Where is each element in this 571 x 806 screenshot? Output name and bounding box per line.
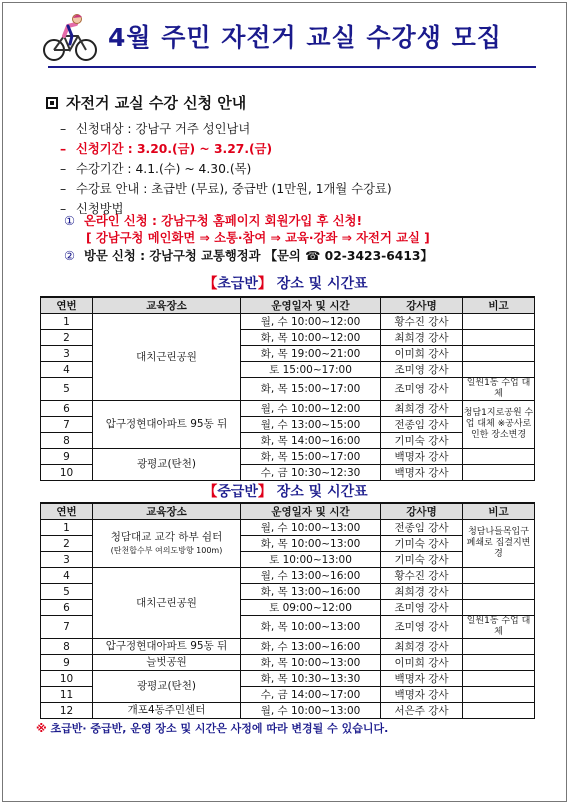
location-cell (93, 520, 241, 568)
intermediate-label: 중급반 (217, 484, 258, 500)
instructor-cell: 최희경 강사 (381, 584, 463, 600)
note-cell (463, 703, 535, 719)
note-cell (463, 671, 535, 687)
instructor-cell: 백명자 강사 (381, 687, 463, 703)
col-header-no: 연번 (41, 503, 93, 520)
instructor-cell: 조미영 강사 (381, 362, 463, 378)
instructor-cell: 기미숙 강사 (381, 552, 463, 568)
info-period-text: 신청기간 : 3.20.(금) ~ 3.27.(금) (76, 142, 273, 156)
instructor-cell: 전종임 강사 (381, 520, 463, 536)
beginner-table (40, 296, 535, 481)
instructor-cell: 조미영 강사 (381, 600, 463, 616)
note-cell (463, 600, 535, 616)
visit-application-text: 방문 신청 : 강남구청 교통행정과 【문의 ☎ 02-3423-6413】 (84, 249, 433, 263)
header (48, 10, 548, 62)
title-underline (48, 66, 536, 68)
info-method: – 신청방법 (60, 202, 124, 216)
instructor-cell: 백명자 강사 (381, 465, 463, 481)
info-course-period: – 수강기간 : 4.1.(수) ~ 4.30.(목) (60, 162, 252, 176)
row-number: 11 (41, 687, 93, 703)
table-row (41, 655, 535, 671)
instructor-cell: 황수진 강사 (381, 568, 463, 584)
instructor-cell: 조미영 강사 (381, 616, 463, 639)
note-cell (463, 639, 535, 655)
table-row (41, 401, 535, 417)
note-cell (463, 362, 535, 378)
location-cell: 압구정현대아파트 95동 뒤 (93, 401, 241, 449)
beginner-table-title (0, 273, 571, 293)
note-cell: 일원1동 수업 대체 (463, 616, 535, 639)
row-number: 4 (41, 362, 93, 378)
row-number: 2 (41, 330, 93, 346)
bracket-open: 【 (203, 276, 218, 292)
instructor-cell: 최희경 강사 (381, 639, 463, 655)
note-cell (463, 687, 535, 703)
bracket-open: 【 (203, 484, 218, 500)
info-fee-text: 수강료 안내 : 초급반 (무료), 중급반 (1만원, 1개월 수강료) (76, 182, 392, 196)
col-header-location: 교육장소 (93, 297, 241, 314)
col-header-instructor: 강사명 (381, 297, 463, 314)
location-cell: 늘벗공원 (93, 655, 241, 671)
row-number: 10 (41, 465, 93, 481)
col-header-schedule: 운영일자 및 시간 (241, 503, 381, 520)
location-cell: 압구정현대아파트 95동 뒤 (93, 639, 241, 655)
footer-note-text: 초급반· 중급반, 운영 장소 및 시간은 사정에 따라 변경될 수 있습니다. (50, 722, 389, 735)
beginner-label: 초급반 (217, 276, 258, 292)
info-fee: – 수강료 안내 : 초급반 (무료), 중급반 (1만원, 1개월 수강료) (60, 182, 392, 196)
schedule-cell: 월, 수 10:00~12:00 (241, 401, 381, 417)
instructor-cell: 백명자 강사 (381, 671, 463, 687)
asterisk-icon: ※ (36, 722, 47, 735)
row-number: 12 (41, 703, 93, 719)
schedule-cell: 화, 목 19:00~21:00 (241, 346, 381, 362)
schedule-cell: 월, 수 10:00~12:00 (241, 314, 381, 330)
info-method-text: 신청방법 (76, 202, 124, 216)
row-number: 1 (41, 314, 93, 330)
online-application (64, 211, 362, 229)
instructor-cell: 전종임 강사 (381, 417, 463, 433)
row-number: 8 (41, 433, 93, 449)
info-target-text: 신청대상 : 강남구 거주 성인남녀 (76, 122, 251, 136)
schedule-cell: 화, 목 10:00~13:00 (241, 536, 381, 552)
row-number: 8 (41, 639, 93, 655)
schedule-cell: 화, 목 10:00~13:00 (241, 616, 381, 639)
note-cell: 청담나들목입구 폐쇄로 집결지변경 (463, 520, 535, 568)
instructor-cell: 기미숙 강사 (381, 433, 463, 449)
note-cell (463, 465, 535, 481)
col-header-no: 연번 (41, 297, 93, 314)
schedule-cell: 월, 수 13:00~15:00 (241, 417, 381, 433)
schedule-cell: 월, 수 10:00~13:00 (241, 703, 381, 719)
col-header-schedule: 운영일자 및 시간 (241, 297, 381, 314)
note-cell (463, 346, 535, 362)
page-title: 4월 주민 자전거 교실 수강생 모집 (108, 23, 502, 52)
location-cell: 대치근린공원 (93, 568, 241, 639)
row-number: 9 (41, 449, 93, 465)
schedule-cell: 수, 금 14:00~17:00 (241, 687, 381, 703)
schedule-cell: 화, 목 10:00~12:00 (241, 330, 381, 346)
row-number: 7 (41, 616, 93, 639)
row-number: 10 (41, 671, 93, 687)
note-cell (463, 314, 535, 330)
location-cell: 광평교(탄천) (93, 671, 241, 703)
bracket-close: 】 (257, 276, 272, 292)
info-course-period-text: 수강기간 : 4.1.(수) ~ 4.30.(목) (76, 162, 252, 176)
online-application-text: 온라인 신청 : 강남구청 홈페이지 회원가입 후 신청! (84, 214, 363, 228)
bracket-close: 】 (257, 484, 272, 500)
note-cell (463, 568, 535, 584)
location-cell: 광평교(탄천) (93, 449, 241, 481)
table-row (41, 314, 535, 330)
note-cell (463, 330, 535, 346)
schedule-cell: 화, 목 15:00~17:00 (241, 378, 381, 401)
schedule-cell: 토 10:00~13:00 (241, 552, 381, 568)
section-heading (46, 92, 246, 113)
beginner-title-rest: 장소 및 시간표 (271, 276, 368, 292)
row-number: 3 (41, 346, 93, 362)
note-cell: 일원1동 수업 대체 (463, 378, 535, 401)
row-number: 6 (41, 600, 93, 616)
info-target: – 신청대상 : 강남구 거주 성인남녀 (60, 122, 251, 136)
schedule-cell: 수, 금 10:30~12:30 (241, 465, 381, 481)
schedule-cell: 토 09:00~12:00 (241, 600, 381, 616)
schedule-cell: 화, 수 13:00~16:00 (241, 639, 381, 655)
col-header-location: 교육장소 (93, 503, 241, 520)
cyclist-icon (40, 12, 100, 64)
row-number: 4 (41, 568, 93, 584)
row-number: 7 (41, 417, 93, 433)
table-row (41, 449, 535, 465)
table-row (41, 671, 535, 687)
instructor-cell: 기미숙 강사 (381, 536, 463, 552)
number-1-icon: ① (64, 214, 76, 228)
schedule-cell: 화, 목 14:00~16:00 (241, 433, 381, 449)
location-name: 청담대교 교각 하부 쉼터 (110, 530, 223, 543)
instructor-cell: 백명자 강사 (381, 449, 463, 465)
row-number: 1 (41, 520, 93, 536)
row-number: 9 (41, 655, 93, 671)
instructor-cell: 최희경 강사 (381, 401, 463, 417)
schedule-cell: 화, 목 13:00~16:00 (241, 584, 381, 600)
instructor-cell: 조미영 강사 (381, 378, 463, 401)
row-number: 3 (41, 552, 93, 568)
visit-application (64, 246, 433, 264)
row-number: 2 (41, 536, 93, 552)
intermediate-table (40, 502, 535, 719)
note-cell (463, 449, 535, 465)
row-number: 6 (41, 401, 93, 417)
col-header-note: 비고 (463, 503, 535, 520)
col-header-note: 비고 (463, 297, 535, 314)
instructor-cell: 서은주 강사 (381, 703, 463, 719)
note-cell (463, 655, 535, 671)
info-period: – 신청기간 : 3.20.(금) ~ 3.27.(금) (60, 142, 273, 156)
section-heading-text: 자전거 교실 수강 신청 안내 (66, 94, 247, 112)
row-number: 5 (41, 378, 93, 401)
number-2-icon: ② (64, 249, 76, 263)
schedule-cell: 월, 수 13:00~16:00 (241, 568, 381, 584)
schedule-cell: 화, 목 15:00~17:00 (241, 449, 381, 465)
table-row (41, 568, 535, 584)
instructor-cell: 이미희 강사 (381, 346, 463, 362)
note-cell: 청담1지로공원 수업 대체 ※공사로 인한 장소변경 (463, 401, 535, 449)
note-cell (463, 584, 535, 600)
schedule-cell: 화, 목 10:00~13:00 (241, 655, 381, 671)
instructor-cell: 최희경 강사 (381, 330, 463, 346)
location-cell: 개포4동주민센터 (93, 703, 241, 719)
col-header-instructor: 강사명 (381, 503, 463, 520)
footer-note (36, 720, 388, 736)
online-path: [ 강남구청 메인화면 ⇒ 소통·참여 ⇒ 교육·강좌 ⇒ 자전거 교실 ] (86, 231, 430, 245)
schedule-cell: 토 15:00~17:00 (241, 362, 381, 378)
row-number: 5 (41, 584, 93, 600)
location-cell: 대치근린공원 (93, 314, 241, 401)
schedule-cell: 화, 목 10:30~13:30 (241, 671, 381, 687)
schedule-cell: 월, 수 10:00~13:00 (241, 520, 381, 536)
instructor-cell: 황수진 강사 (381, 314, 463, 330)
checkbox-square-icon (46, 97, 58, 109)
table-row (41, 639, 535, 655)
intermediate-table-title (0, 481, 571, 501)
instructor-cell: 이미희 강사 (381, 655, 463, 671)
location-detail: (탄천합수부 여의도방향 100m) (110, 545, 223, 555)
table-row (41, 520, 535, 536)
intermediate-title-rest: 장소 및 시간표 (271, 484, 368, 500)
table-row (41, 703, 535, 719)
